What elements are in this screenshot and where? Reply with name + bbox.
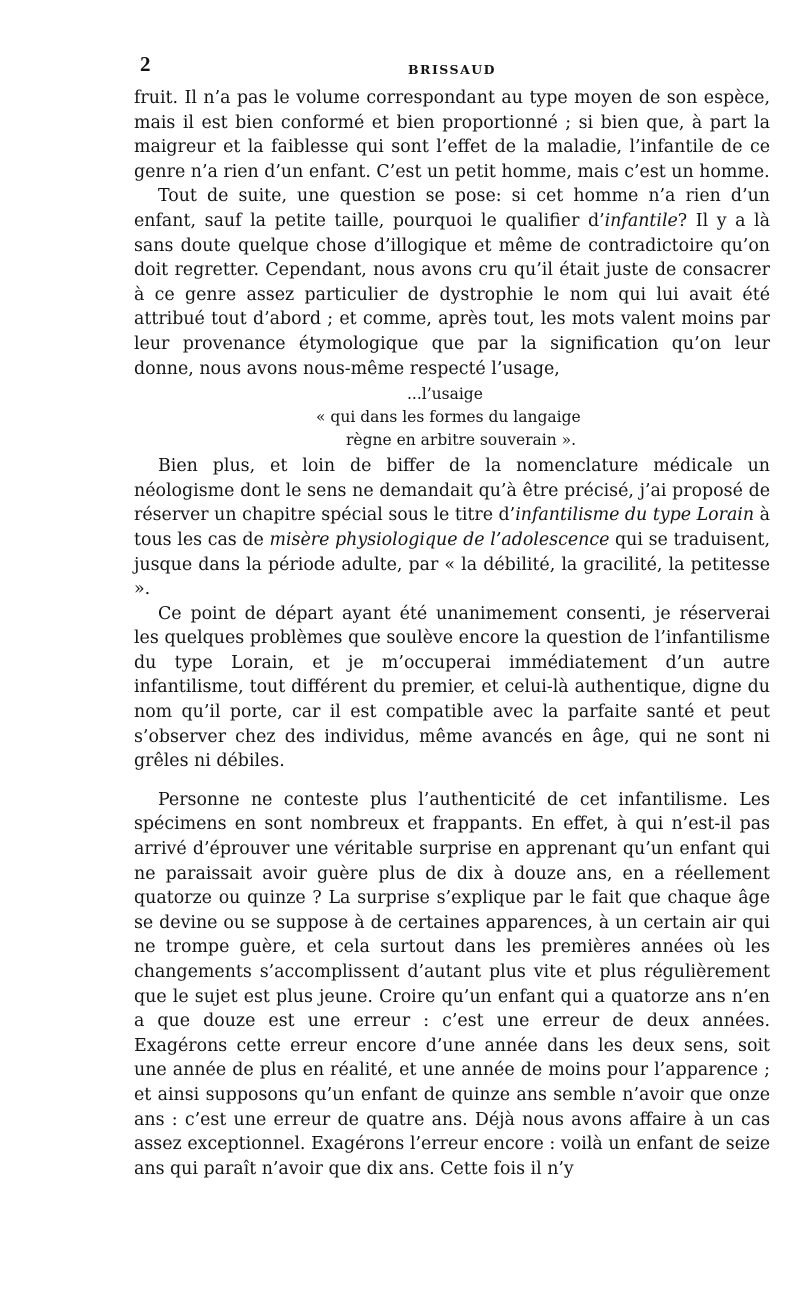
- page-body: [134, 86, 770, 1181]
- italic-term: infantilisme du type Lorain: [515, 505, 755, 526]
- quote-line: ...l’usaige: [407, 385, 483, 404]
- paragraph-text: Bien plus, et loin de biffer de la nomenclature médicale un néologisme dont le sens ne demandait qu’à être précisé, j’ai proposé de réserver un chapitre spécial sous le titre d’: [134, 456, 770, 526]
- page-number: 2: [140, 52, 151, 76]
- paragraph-nomenclature: [134, 454, 770, 602]
- paragraph-text: qui se traduisent, jusque dans la période adulte, par « la débilité, la gracilité, la petitesse ».: [134, 529, 770, 600]
- paragraph-text: Tout de suite, une question se pose: si cet homme n’a rien d’un enfant, sauf la petite taille, pourquoi le qualifier d’: [134, 186, 770, 231]
- section-gap: [134, 774, 770, 788]
- verse-quotation: [134, 383, 770, 452]
- paragraph-authenticite: Personne ne conteste plus l’authenticité de cet infantilisme. Les spécimens en sont nombreux et frappants. En effet, à qui n’est-il pas arrivé d’éprouver une véritable surprise en apprenant qu’un enfant qui ne paraissait avoir guère plus de dix à douze ans, en a réellement quatorze ou quinze ? La surprise s’explique par le fait que chaque âge se devine ou se suppose à de certaines apparences, à un certain air qui ne trompe guère, et cela surtout dans les premières années où les changements s’accomplissent d’autant plus vite et plus régulièrement que le sujet est plus jeune. Croire qu’un enfant qui a quatorze ans n’en a que douze est une erreur : c’est une erreur de deux années. Exagérons cette erreur encore d’une année dans les deux sens, soit une année de plus en réalité, et une année de moins pour l’apparence ; et ainsi supposons qu’un enfant de quinze ans semble n’avoir que onze ans : c’est une erreur de quatre ans. Déjà nous avons affaire à un cas assez exceptionnel. Exagérons l’erreur encore : voilà un enfant de seize ans qui paraît n’avoir que dix ans. Cette fois il n’y: [134, 789, 770, 1179]
- paragraph-continuation: fruit. Il n’a pas le volume correspondant au type moyen de son espèce, mais il est bien conformé et bien proportionné ; si bien que, à part la maigreur et la faiblesse qui sont l’effet de la maladie, l’infantile de ce genre n’a rien d’un enfant. C’est un petit homme, mais c’est un homme.: [134, 88, 770, 182]
- quote-line: « qui dans les formes du langaige: [316, 408, 581, 427]
- paragraph-infantile-question: [134, 184, 770, 381]
- page-header: [134, 48, 770, 82]
- paragraph-point-de-depart: Ce point de départ ayant été unanimement consenti, je réserverai les quelques problèmes que soulève encore la question de l’infantilisme du type Lorain, et je m’occuperai immédiatement d’un autre infantilisme, tout différent du premier, et celui-là authentique, digne du nom qu’il porte, car il est compatible avec la parfaite santé et peut s’observer chez des individus, même avancés en âge, qui ne sont ni grêles ni débiles.: [134, 603, 770, 772]
- italic-term: infantile: [604, 210, 678, 231]
- running-head: BRISSAUD: [407, 62, 497, 77]
- quote-line: règne en arbitre souverain ».: [346, 431, 577, 450]
- italic-term: misère physiologique de l’adolescence: [269, 529, 610, 550]
- paragraph-text: à tous les cas de: [134, 505, 771, 550]
- paragraph-text: ? Il y a là sans doute quelque chose d’illogique et même de contradictoire qu’on doit regretter. Cependant, nous avons cru qu’il était juste de consacrer à ce genre assez particulier de dystrophie le nom qui lui avait été attribué tout d’abord ; et comme, après tout, les mots valent moins par leur provenance étymologique que par la signification qu’on leur donne, nous avons nous-même respecté l’usage,: [134, 210, 770, 379]
